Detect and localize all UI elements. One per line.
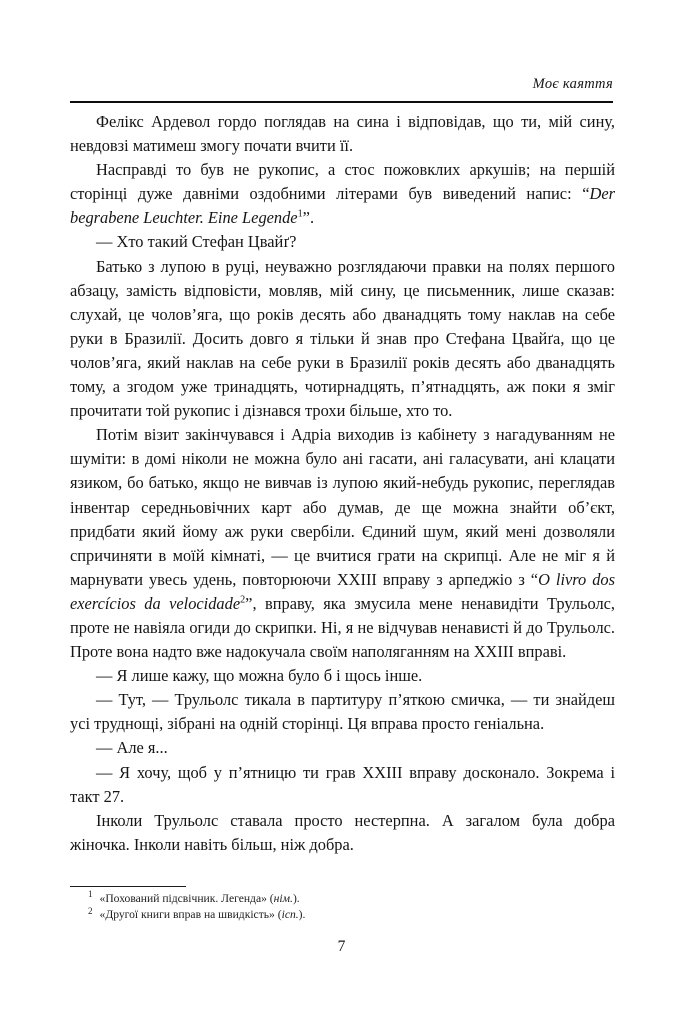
running-head: Моє каяття <box>532 76 613 92</box>
body-paragraph: Насправді то був не рукопис, а стос пожовклих аркушів; на першій сторінці дуже давніми оздобними літерами був виведений напис: “Der begrabene Leuchter. Eine Legende$^1$”. <box>70 160 615 228</box>
header-rule <box>70 101 613 103</box>
footnote-marker: 1 <box>88 889 93 900</box>
body-paragraph: Інколи Трульолс ставала просто нестерпна. А загалом була добра жіночка. Інколи навіть більш, ніж добра. <box>70 810 615 854</box>
body-paragraph: Фелікс Ардевол гордо поглядав на сина і відповідав, що ти, мій сину, невдовзі матимеш змогу почати вчити її. <box>70 112 615 156</box>
footnote-marker: 2 <box>88 905 93 916</box>
body-paragraph: Батько з лупою в руці, неуважно розглядаючи правки на полях першого абзацу, замість відповісти, мовляв, мій сину, це письменник, лише сказав: слухай, це чолов’яга, що років десять або дванадцять тому наклав на себе руки в Бразилії. Досить довго я тільки й знав про Стефана Цвайґа, що це чолов’яга, який наклав на себе руки в Бразилії років десять або дванадцять тому, а згодом уже тринадцять, чотирнадцять, п’ятнадцять, аж поки я зміг прочитати той рукопис і дізнався трохи більше, хто то. <box>70 256 615 421</box>
foreign-title: Der begrabene Leuchter. Eine Legende <box>70 184 615 228</box>
footnote-separator-rule <box>70 886 186 887</box>
dialogue-paragraph: — Я хочу, щоб у п’ятницю ти грав XXIII вправу досконало. Зокрема і такт 27. <box>70 762 615 806</box>
footnote-item: $^1$ «Похований підсвічник. Легенда» (нім.). <box>88 889 300 905</box>
page-number: 7 <box>337 938 346 955</box>
body-paragraph: Потім візит закінчувався і Адріа виходив із кабінету з нагадуванням не шуміти: в домі ніколи не можна було ані гасати, ані галасувати, ані клацати язиком, бо батько, якщо не вивчав із лупою який-небудь рукопис, переглядав інвентар середньовічних карт або думав, де ще можна знайти об’єкт, придбати який йому аж руки свербіли. Єдиний шум, який мені дозволяли спричиняти в моїй кімнаті, — це вчитися грати на скрипці. Але не міг я й марнувати увесь удень, повторюючи XXIII вправу з арпеджіо з “O livro dos exercícios da velocidade$^2$”, вправу, яка змусила мене ненавидіти Трульолс, проте не навіяла огиди до скрипки. Ні, я не відчував ненависті й до Трульолс. Проте вона надто вже надокучала своїм наполяганням на XXIII вправі. <box>70 425 615 662</box>
dialogue-paragraph: — Хто такий Стефан Цвайґ? <box>96 232 297 252</box>
footnote-item: $^2$ «Другої книги вправ на швидкість» (ісп.). <box>88 905 306 922</box>
footnote-reference[interactable]: 2 <box>240 594 246 606</box>
footnote-reference[interactable]: 1 <box>297 208 303 220</box>
dialogue-paragraph: — Тут, — Трульолс тикала в партитуру п’яткою смичка, — ти знайдеш усі труднощі, зібрані на одній сторінці. Ця вправа просто геніальна. <box>70 690 615 734</box>
dialogue-paragraph: — Але я... <box>96 738 168 758</box>
foreign-title: O livro dos exercícios da velocidade <box>70 569 615 613</box>
footnote-language-abbrev: нім. <box>273 892 293 905</box>
footnote-list <box>88 891 608 924</box>
footnote-language-abbrev: ісп. <box>281 908 299 922</box>
body-text-block <box>70 110 615 857</box>
dialogue-paragraph: — Я лише кажу, що можна було б і щось інше. <box>96 666 423 686</box>
